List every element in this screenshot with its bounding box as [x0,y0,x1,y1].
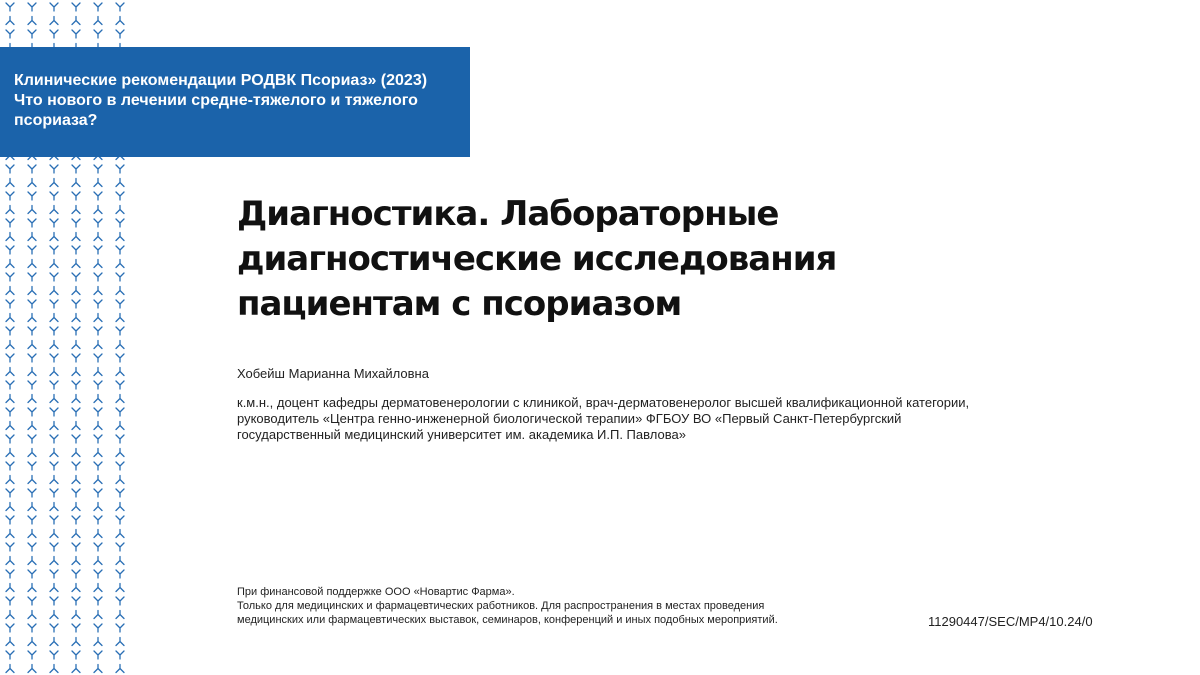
y-shape-icon [94,611,102,619]
y-shape-icon [72,3,80,11]
y-shape-icon [50,638,58,646]
y-shape-icon [28,30,36,38]
y-shape-icon [116,30,124,38]
y-shape-icon [94,354,102,362]
y-shape-icon [116,597,124,605]
y-shape-icon [94,233,102,241]
y-shape-icon [72,624,80,632]
y-shape-icon [116,489,124,497]
y-shape-icon [6,557,14,565]
y-shape-icon [94,476,102,484]
y-shape-icon [116,206,124,214]
y-shape-icon [6,665,14,673]
y-shape-icon [116,408,124,416]
sponsorship-note [237,585,857,627]
y-shape-icon [94,557,102,565]
y-shape-icon [50,287,58,295]
header-banner [0,47,470,157]
y-shape-icon [28,557,36,565]
y-shape-icon [72,408,80,416]
y-shape-icon [50,260,58,268]
y-shape-icon [28,665,36,673]
y-shape-icon [72,462,80,470]
y-shape-icon [94,341,102,349]
y-shape-icon [28,287,36,295]
y-shape-icon [6,489,14,497]
y-shape-icon [6,408,14,416]
y-shape-icon [116,570,124,578]
y-shape-icon [6,638,14,646]
y-shape-icon [72,381,80,389]
author-description-line-3: государственный медицинский университет им. академика И.П. Павлова» [237,427,686,442]
banner-line-2: Что нового в лечении средне-тяжелого и тяжелого [14,92,418,109]
y-shape-icon [6,206,14,214]
y-shape-icon [116,273,124,281]
y-shape-icon [6,422,14,430]
y-shape-icon [94,246,102,254]
y-shape-icon [28,273,36,281]
y-shape-icon [50,300,58,308]
y-shape-icon [6,395,14,403]
y-shape-icon [6,530,14,538]
y-shape-icon [6,624,14,632]
y-shape-icon [116,611,124,619]
y-shape-icon [116,665,124,673]
y-shape-icon [116,543,124,551]
y-shape-icon [6,584,14,592]
y-shape-icon [50,665,58,673]
y-shape-icon [72,543,80,551]
y-shape-icon [72,327,80,335]
y-shape-icon [116,638,124,646]
y-shape-icon [116,584,124,592]
y-shape-icon [72,260,80,268]
y-shape-icon [28,314,36,322]
y-shape-icon [50,314,58,322]
y-shape-icon [72,165,80,173]
y-shape-icon [116,381,124,389]
slide-title [237,192,957,327]
y-shape-icon [28,422,36,430]
y-shape-icon [72,354,80,362]
y-shape-icon [94,597,102,605]
y-shape-icon [94,179,102,187]
y-shape-icon [94,206,102,214]
y-shape-icon [28,624,36,632]
y-shape-icon [94,516,102,524]
y-shape-icon [94,260,102,268]
y-shape-icon [28,233,36,241]
y-shape-icon [6,516,14,524]
y-shape-icon [50,368,58,376]
y-shape-icon [94,408,102,416]
y-shape-icon [28,651,36,659]
y-shape-icon [6,476,14,484]
y-shape-icon [116,300,124,308]
y-shape-icon [94,314,102,322]
y-shape-icon [6,381,14,389]
y-shape-icon [116,327,124,335]
y-shape-icon [50,476,58,484]
y-shape-icon [6,300,14,308]
y-shape-icon [28,570,36,578]
y-shape-icon [72,503,80,511]
slide-title-line-3: пациентам с псориазом [237,284,682,324]
y-shape-icon [6,651,14,659]
sponsorship-note-line-1: При финансовой поддержке ООО «Новартис Фарма». [237,586,515,598]
y-shape-icon [94,422,102,430]
y-shape-icon [28,246,36,254]
y-shape-icon [6,462,14,470]
y-shape-icon [6,314,14,322]
y-shape-icon [72,422,80,430]
y-shape-icon [50,584,58,592]
y-shape-icon [94,543,102,551]
y-shape-icon [94,584,102,592]
y-shape-icon [28,300,36,308]
y-shape-icon [72,611,80,619]
y-shape-icon [28,219,36,227]
y-shape-icon [50,246,58,254]
y-shape-icon [28,395,36,403]
y-shape-icon [50,165,58,173]
y-shape-icon [50,435,58,443]
y-shape-icon [94,381,102,389]
y-shape-icon [28,503,36,511]
author-name: Хобейш Марианна Михайловна [237,366,429,381]
banner-line-1: Клинические рекомендации РОДВК Псориаз» (2023) [14,72,428,89]
y-shape-icon [72,246,80,254]
y-shape-icon [6,543,14,551]
y-shape-icon [116,422,124,430]
y-shape-icon [28,260,36,268]
y-shape-icon [28,17,36,25]
y-shape-icon [28,408,36,416]
y-shape-icon [72,314,80,322]
y-shape-icon [94,489,102,497]
y-shape-icon [50,422,58,430]
y-shape-icon [28,516,36,524]
y-shape-icon [94,503,102,511]
y-shape-icon [116,476,124,484]
y-shape-icon [72,368,80,376]
y-shape-icon [116,260,124,268]
y-shape-icon [28,611,36,619]
y-shape-icon [116,530,124,538]
y-shape-icon [28,368,36,376]
y-shape-icon [72,584,80,592]
y-shape-icon [50,30,58,38]
y-shape-icon [116,435,124,443]
y-shape-icon [72,597,80,605]
y-shape-icon [72,287,80,295]
y-shape-icon [50,395,58,403]
y-shape-icon [72,476,80,484]
y-shape-icon [50,530,58,538]
y-shape-icon [50,449,58,457]
y-shape-icon [50,624,58,632]
y-shape-icon [116,192,124,200]
y-shape-icon [50,327,58,335]
y-shape-icon [72,665,80,673]
y-shape-icon [6,3,14,11]
y-shape-icon [72,17,80,25]
y-shape-icon [116,287,124,295]
y-shape-icon [94,30,102,38]
y-shape-icon [28,638,36,646]
y-shape-icon [50,408,58,416]
y-shape-icon [94,395,102,403]
y-shape-icon [50,489,58,497]
y-shape-icon [50,233,58,241]
y-shape-icon [6,233,14,241]
y-shape-icon [116,516,124,524]
y-shape-icon [116,624,124,632]
y-shape-icon [6,354,14,362]
y-shape-icon [94,368,102,376]
y-shape-icon [50,273,58,281]
y-shape-icon [6,287,14,295]
y-shape-icon [6,368,14,376]
y-shape-icon [28,449,36,457]
y-shape-icon [28,381,36,389]
y-shape-icon [94,462,102,470]
y-shape-icon [72,341,80,349]
y-shape-icon [94,638,102,646]
y-shape-icon [94,219,102,227]
y-shape-icon [116,246,124,254]
y-shape-icon [116,3,124,11]
y-shape-icon [50,219,58,227]
y-shape-icon [116,165,124,173]
banner-line-3: псориаза? [14,112,98,129]
y-shape-icon [94,327,102,335]
y-shape-icon [116,395,124,403]
y-shape-icon [94,17,102,25]
y-shape-icon [72,516,80,524]
y-shape-icon [116,354,124,362]
y-shape-icon [116,449,124,457]
y-shape-icon [28,476,36,484]
y-shape-icon [116,341,124,349]
y-shape-icon [50,503,58,511]
y-shape-icon [50,543,58,551]
y-shape-icon [28,530,36,538]
y-shape-icon [116,503,124,511]
y-shape-icon [72,30,80,38]
y-shape-icon [28,435,36,443]
y-shape-icon [6,165,14,173]
y-shape-icon [28,597,36,605]
y-shape-icon [50,206,58,214]
y-shape-icon [94,435,102,443]
y-shape-icon [94,3,102,11]
y-shape-icon [116,557,124,565]
y-shape-icon [72,273,80,281]
y-shape-icon [50,597,58,605]
y-shape-icon [6,449,14,457]
y-shape-icon [72,489,80,497]
y-shape-icon [6,219,14,227]
y-shape-icon [72,395,80,403]
y-shape-icon [6,611,14,619]
y-shape-icon [28,489,36,497]
y-shape-icon [94,530,102,538]
y-shape-icon [94,287,102,295]
y-shape-icon [94,665,102,673]
y-shape-icon [6,597,14,605]
y-shape-icon [6,273,14,281]
slide-title-line-1: Диагностика. Лабораторные [237,194,779,234]
y-shape-icon [28,584,36,592]
y-shape-icon [116,651,124,659]
y-shape-icon [50,192,58,200]
y-shape-icon [6,30,14,38]
y-shape-icon [28,165,36,173]
y-shape-icon [50,570,58,578]
y-shape-icon [6,341,14,349]
y-shape-icon [28,192,36,200]
y-shape-icon [50,341,58,349]
y-shape-icon [28,327,36,335]
y-shape-icon [94,273,102,281]
y-shape-icon [50,516,58,524]
y-shape-icon [116,368,124,376]
y-shape-icon [28,3,36,11]
y-shape-icon [50,17,58,25]
y-shape-icon [28,179,36,187]
y-shape-icon [50,179,58,187]
y-shape-icon [116,462,124,470]
y-shape-icon [116,17,124,25]
y-shape-icon [72,530,80,538]
y-shape-icon [94,192,102,200]
y-shape-icon [28,354,36,362]
y-shape-icon [50,651,58,659]
y-shape-icon [116,219,124,227]
y-shape-icon [6,192,14,200]
y-shape-icon [50,354,58,362]
y-shape-icon [50,462,58,470]
sponsorship-note-line-2: Только для медицинских и фармацевтических работников. Для распространения в местах проведения [237,600,765,612]
y-shape-icon [50,381,58,389]
y-shape-icon [50,3,58,11]
y-shape-icon [50,557,58,565]
document-code: 11290447/SEC/MP4/10.24/0 [928,614,1093,629]
sponsorship-note-line-3: медицинских или фармацевтических выставок, семинаров, конференций и иных подобных мероприятий. [237,614,778,626]
y-shape-icon [94,300,102,308]
y-shape-icon [94,624,102,632]
y-shape-icon [94,570,102,578]
y-shape-icon [72,300,80,308]
y-shape-icon [72,233,80,241]
y-shape-icon [28,543,36,551]
y-shape-icon [72,651,80,659]
author-description-line-2: руководитель «Центра генно-инженерной биологической терапии» ФГБОУ ВО «Первый Санкт-Петербургский [237,411,902,426]
y-shape-icon [72,206,80,214]
y-shape-icon [72,638,80,646]
y-shape-icon [28,341,36,349]
y-shape-icon [6,503,14,511]
y-shape-icon [72,219,80,227]
y-shape-icon [6,435,14,443]
y-shape-icon [94,449,102,457]
y-shape-icon [6,260,14,268]
y-shape-icon [94,165,102,173]
slide-title-line-2: диагностические исследования [237,239,837,279]
author-description-line-1: к.м.н., доцент кафедры дерматовенерологии с клиникой, врач-дерматовенеролог высшей квалификационной категории, [237,395,970,410]
y-shape-icon [28,206,36,214]
y-shape-icon [6,570,14,578]
y-shape-icon [50,611,58,619]
y-shape-icon [116,314,124,322]
y-shape-icon [72,570,80,578]
y-shape-icon [116,179,124,187]
y-shape-icon [72,435,80,443]
y-shape-icon [6,246,14,254]
y-shape-icon [116,233,124,241]
y-shape-icon [72,179,80,187]
author-description [237,395,1017,443]
y-shape-icon [6,327,14,335]
y-shape-icon [28,462,36,470]
y-shape-icon [6,17,14,25]
y-shape-icon [72,192,80,200]
y-shape-icon [72,557,80,565]
y-shape-icon [6,179,14,187]
y-shape-icon [72,449,80,457]
y-shape-icon [94,651,102,659]
